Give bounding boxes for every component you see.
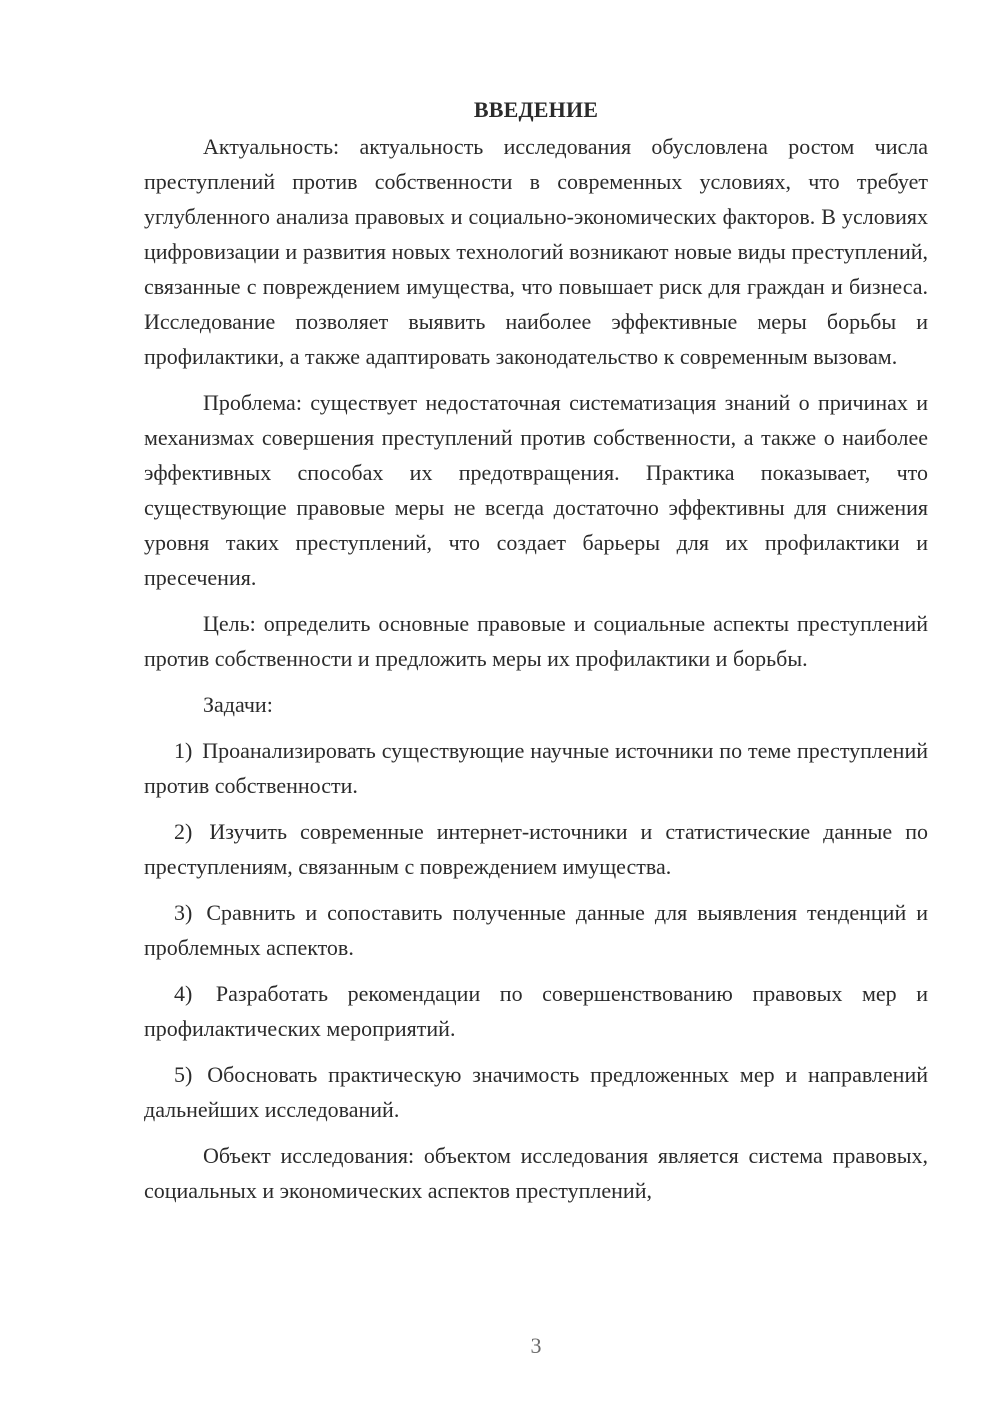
object-paragraph: Объект исследования: объектом исследования является система правовых, социальных и экономических аспектов преступлений, xyxy=(144,1143,928,1203)
task-item xyxy=(144,895,928,965)
task-item xyxy=(144,814,928,884)
task-item xyxy=(144,1057,928,1127)
task-text: Обосновать практическую значимость предложенных мер и направлений дальнейших исследований. xyxy=(144,1062,928,1122)
task-number: 5) xyxy=(174,1062,193,1087)
page-content xyxy=(144,92,928,1219)
relevance-paragraph: Актуальность: актуальность исследования обусловлена ростом числа преступлений против собственности в современных условиях, что требует углубленного анализа правовых и социально-экономических факторов. В условиях цифровизации и развития новых технологий возникают новые виды преступлений, связанные с повреждением имущества, что повышает риск для граждан и бизнеса. Исследование позволяет выявить наиболее эффективные меры борьбы и профилактики, а также адаптировать законодательство к современным вызовам. xyxy=(144,134,928,369)
section-title: ВВЕДЕНИЕ xyxy=(473,97,599,122)
task-number: 3) xyxy=(174,900,193,925)
task-text: Разработать рекомендации по совершенствованию правовых мер и профилактических мероприятий. xyxy=(144,981,928,1041)
task-number: 1) xyxy=(174,738,193,763)
task-number: 4) xyxy=(174,981,193,1006)
problem-paragraph: Проблема: существует недостаточная систематизация знаний о причинах и механизмах совершения преступлений против собственности, а также о наиболее эффективных способах их предотвращения. Практика показывает, что существующие правовые меры не всегда достаточно эффективны для снижения уровня таких преступлений, что создает барьеры для их профилактики и пресечения. xyxy=(144,390,928,590)
task-number: 2) xyxy=(174,819,193,844)
task-text: Изучить современные интернет-источники и статистические данные по преступлениям, связанным с повреждением имущества. xyxy=(144,819,929,879)
task-text: Сравнить и сопоставить полученные данные для выявления тенденций и проблемных аспектов. xyxy=(144,900,928,960)
task-item xyxy=(144,976,928,1046)
page-number: 3 xyxy=(530,1333,542,1358)
goal-paragraph: Цель: определить основные правовые и социальные аспекты преступлений против собственности и предложить меры их профилактики и борьбы. xyxy=(144,611,928,671)
task-text: Проанализировать существующие научные источники по теме преступлений против собственности. xyxy=(144,738,928,798)
tasks-label: Задачи: xyxy=(203,692,273,717)
task-item xyxy=(144,733,928,803)
